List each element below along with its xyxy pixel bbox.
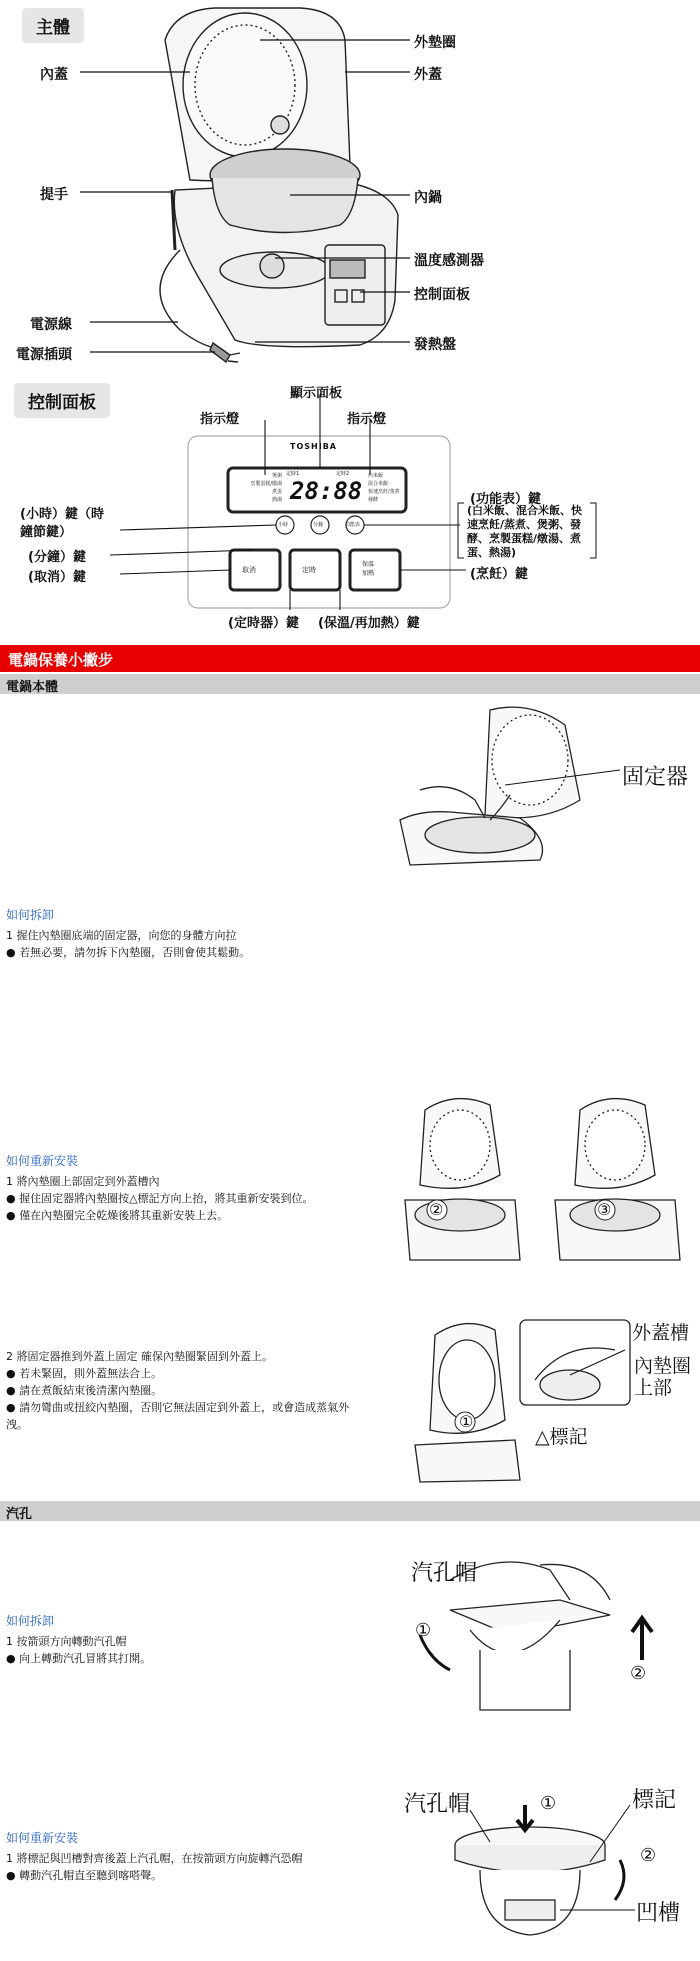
step2-line3: ● 請在煮飯結束後清潔內墊圈。: [6, 1384, 163, 1397]
care-title-bar: 電鍋保養小撇步: [0, 645, 700, 672]
label-cook-key: (烹飪）鍵: [470, 567, 528, 582]
mode-quick: 快速烹飪/蒸煮: [368, 489, 400, 495]
fig5-num-2: ②: [640, 1845, 657, 1866]
reinstall-instructions: [6, 1153, 314, 1224]
mode-cake: 烹製蛋糕/燉湯: [250, 481, 282, 487]
control-panel-title: 控制面板: [14, 383, 110, 418]
reinstall-line2: ● 握住固定器將內墊圈按△標記方向上抬，將其重新安裝到位。: [6, 1192, 314, 1205]
vent-remove-instructions: [6, 1613, 151, 1667]
fig-reinstall-vent-cap: [450, 1800, 690, 1950]
step2-line5: 洩。: [6, 1418, 28, 1431]
panel-mode-timer2: 定時2: [336, 471, 350, 477]
remove-instructions: [6, 907, 250, 961]
fig3-label-gasket-top-1: 內墊圈: [634, 1355, 692, 1377]
reinstall-line1: 1 將內墊圈上部固定到外蓋槽內: [6, 1175, 160, 1188]
fig-reinstall-gasket: [395, 1090, 695, 1270]
panel-mode-timer1: 定時1: [286, 471, 300, 477]
keepwarm-label-2: 加熱: [362, 570, 375, 577]
remove-head: 如何拆卸: [6, 908, 55, 922]
fig1-label-holder: 固定器: [622, 765, 689, 790]
reinstall-head: 如何重新安裝: [6, 1154, 79, 1168]
step2-line2: ● 若未緊固，則外蓋無法合上。: [6, 1367, 163, 1380]
label-hour-key-2: 鐘節鍵）: [20, 525, 73, 540]
label-handle: 提手: [40, 187, 68, 203]
label-minute-key: (分鐘）鍵: [28, 550, 86, 565]
label-indicator-right: 指示燈: [347, 412, 387, 427]
vent-remove-line1: 1 按箭頭方向轉動汽孔帽: [6, 1635, 127, 1648]
mode-egg: 煮蛋: [271, 489, 282, 495]
label-temp-sensor: 溫度感測器: [414, 253, 484, 269]
mode-ferment: 發酵: [368, 497, 379, 503]
step2-instructions: [6, 1348, 349, 1433]
minute-button[interactable]: 分鐘: [313, 522, 324, 528]
label-timer-key: (定時器）鍵: [228, 616, 299, 631]
menu-button[interactable]: 功能表: [345, 522, 361, 528]
fig-remove-gasket: [390, 700, 650, 870]
timer-button[interactable]: 定時: [302, 566, 316, 574]
fig4-label-cap: 汽孔帽: [411, 1561, 478, 1586]
label-hour-key: [20, 506, 104, 542]
label-indicator-left: 指示燈: [200, 412, 240, 427]
rice-cooker-illustration: [0, 0, 700, 380]
label-outer-gasket: 外墊圈: [414, 35, 456, 51]
vent-reinstall-head: 如何重新安裝: [6, 1831, 79, 1845]
cancel-button[interactable]: 取消: [242, 566, 256, 574]
vent-remove-line2: ● 向上轉動汽孔冒將其打開。: [6, 1652, 152, 1665]
fig2-num-3: ③: [597, 1200, 612, 1219]
mode-mixed-rice: 混合米飯: [368, 481, 389, 487]
label-keepwarm-key: (保溫/再加熱）鍵: [318, 616, 420, 631]
panel-right-modes: [368, 472, 408, 504]
vent-reinstall-line2: ● 轉動汽孔帽直至聽到喀嗒聲。: [6, 1869, 163, 1882]
hour-button[interactable]: 小時: [278, 522, 289, 528]
remove-line1: 1 握住內墊圈底端的固定器，向您的身體方向拉: [6, 929, 237, 942]
fig3-num-1: ①: [459, 1412, 474, 1431]
label-outer-lid: 外蓋: [414, 67, 442, 83]
label-control-panel: 控制面板: [414, 287, 470, 303]
label-inner-pot: 內鍋: [414, 190, 442, 206]
keepwarm-label-1: 保溫: [362, 561, 375, 568]
fig5-label-cap: 汽孔帽: [404, 1792, 471, 1817]
label-cancel-key: (取消）鍵: [28, 570, 86, 585]
fig-secure-gasket: [395, 1310, 635, 1490]
panel-brand: TOSHIBA: [290, 442, 337, 451]
reinstall-line3: ● 僅在內墊圈完全乾燥後將其重新安裝上去。: [6, 1209, 229, 1222]
label-menu-key: (功能表）鍵: [470, 492, 541, 507]
fig5-num-1: ①: [540, 1793, 557, 1814]
fig4-num-1: ①: [415, 1620, 432, 1641]
fig3-label-gasket-top: [634, 1355, 691, 1399]
panel-time-display: 28:88: [290, 477, 363, 505]
vent-reinstall-line1: 1 將標記與凹槽對齊後蓋上汽孔帽，在按箭頭方向旋轉汽恐帽: [6, 1852, 303, 1865]
fig3-label-gasket-top-2: 上部: [634, 1377, 673, 1399]
label-heating-plate: 發熱盤: [414, 337, 456, 353]
label-hour-key-1: (小時）鍵（時: [20, 507, 104, 522]
step2-line4: ● 請勿彎曲或扭絞內墊圈，否則它無法固定到外蓋上，或會造成蒸氣外: [6, 1401, 350, 1414]
section-body-bar: 電鍋本體: [0, 674, 700, 694]
label-inner-lid: 內蓋: [40, 67, 68, 83]
fig2-num-2: ②: [429, 1200, 444, 1219]
label-display: 顯示面板: [290, 386, 343, 401]
menu-list-2: 速烹飪/蒸煮、煲粥、發: [467, 518, 582, 531]
section-vent-bar: 汽孔: [0, 1501, 700, 1521]
fig4-num-2: ②: [630, 1663, 647, 1684]
fig3-label-mark: △標記: [535, 1426, 588, 1448]
fig5-label-notch: 凹槽: [636, 1901, 681, 1926]
menu-list-3: 酵、烹製蛋糕/燉湯、煮: [467, 532, 582, 545]
menu-list-1: (白米飯、混合米飯、快: [467, 504, 583, 517]
label-power-plug: 電源插頭: [16, 347, 72, 363]
mode-porridge: 煲粥: [271, 473, 282, 479]
control-panel-illustration: [0, 380, 700, 640]
menu-list: [467, 504, 582, 560]
mode-white-rice: 白米飯: [368, 473, 384, 479]
menu-list-4: 蛋、熱湯): [467, 546, 517, 559]
keepwarm-button[interactable]: [362, 560, 374, 578]
fig3-label-groove: 外蓋槽: [632, 1322, 690, 1344]
main-body-title: 主體: [22, 8, 84, 43]
step2-line1: 2 將固定器推到外蓋上固定 確保內墊圈緊固到外蓋上。: [6, 1350, 273, 1363]
vent-remove-head: 如何拆卸: [6, 1614, 55, 1628]
remove-line2: ● 若無必要，請勿拆下內墊圈，否則會使其鬆動。: [6, 946, 251, 959]
mode-soup: 熱湯: [271, 497, 282, 503]
vent-reinstall-instructions: [6, 1830, 303, 1884]
panel-left-modes: [236, 472, 282, 504]
fig5-label-mark: 標記: [632, 1788, 677, 1813]
label-power-cord: 電源線: [30, 317, 72, 333]
